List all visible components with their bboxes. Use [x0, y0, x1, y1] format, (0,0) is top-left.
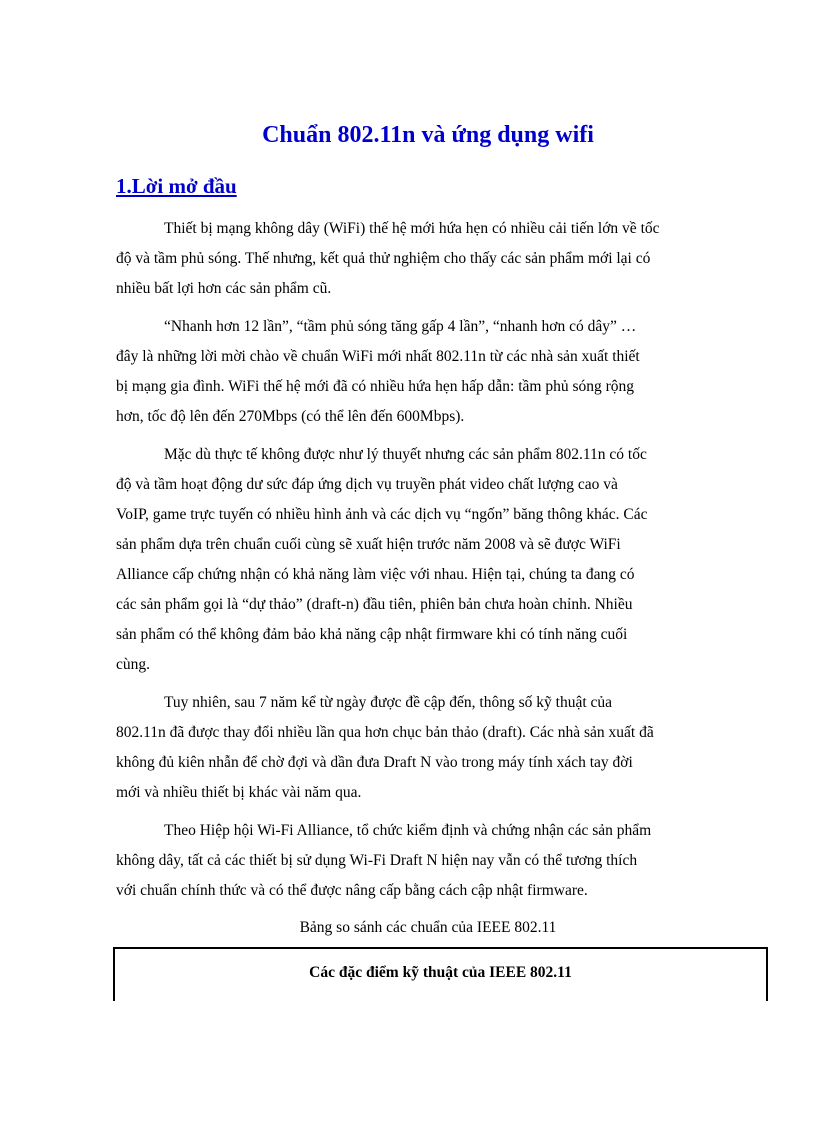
table-header: Các đặc điểm kỹ thuật của IEEE 802.11 [309, 964, 572, 981]
text-line: Alliance cấp chứng nhận có khả năng làm việc với nhau. Hiện tại, chúng ta đang có [116, 566, 635, 583]
text-line: độ và tầm hoạt động dư sức đáp ứng dịch vụ truyền phát video chất lượng cao và [116, 476, 618, 493]
text-line: hơn, tốc độ lên đến 270Mbps (có thể lên đến 600Mbps). [116, 408, 465, 425]
page-title: Chuẩn 802.11n và ứng dụng wifi [262, 122, 594, 148]
text-line: nhiều bất lợi hơn các sản phẩm cũ. [116, 280, 332, 297]
text-line: đây là những lời mời chào về chuẩn WiFi mới nhất 802.11n từ các nhà sản xuất thiết [116, 348, 640, 365]
text-line: các sản phẩm gọi là “dự thảo” (draft-n) đầu tiên, phiên bản chưa hoàn chỉnh. Nhiều [116, 596, 633, 613]
spec-table [113, 947, 768, 1001]
text-line: mới và nhiều thiết bị khác vài năm qua. [116, 784, 362, 801]
text-line: độ và tầm phủ sóng. Thế nhưng, kết quả thử nghiệm cho thấy các sản phẩm mới lại có [116, 250, 651, 267]
table-caption: Bảng so sánh các chuẩn của IEEE 802.11 [299, 919, 557, 936]
text-line: Thiết bị mạng không dây (WiFi) thế hệ mới hứa hẹn có nhiều cải tiến lớn về tốc [164, 220, 660, 237]
text-line: VoIP, game trực tuyến có nhiều hình ảnh và các dịch vụ “ngốn” băng thông khác. Các [116, 506, 648, 523]
text-line: không dây, tất cả các thiết bị sử dụng Wi-Fi Draft N hiện nay vẫn có thể tương thích [116, 852, 638, 869]
text-line: Theo Hiệp hội Wi-Fi Alliance, tổ chức kiểm định và chứng nhận các sản phẩm [164, 822, 652, 839]
text-line: “Nhanh hơn 12 lần”, “tầm phủ sóng tăng gấp 4 lần”, “nhanh hơn có dây” … [164, 318, 637, 335]
text-line: sản phẩm có thể không đảm bảo khả năng cập nhật firmware khi có tính năng cuối [116, 626, 628, 643]
text-line: với chuẩn chính thức và có thể được nâng cấp bằng cách cập nhật firmware. [116, 882, 588, 899]
text-line: sản phẩm dựa trên chuẩn cuối cùng sẽ xuất hiện trước năm 2008 và sẽ được WiFi [116, 536, 621, 553]
text-line: bị mạng gia đình. WiFi thế hệ mới đã có nhiều hứa hẹn hấp dẫn: tầm phủ sóng rộng [116, 378, 635, 395]
text-line: cùng. [116, 656, 151, 673]
text-line: không đủ kiên nhẫn để chờ đợi và dần đưa Draft N vào trong máy tính xách tay đời [116, 754, 633, 771]
text-line: 802.11n đã được thay đổi nhiều lần qua hơn chục bản thảo (draft). Các nhà sản xuất đã [116, 724, 654, 741]
section-heading: 1.Lời mở đầu [116, 174, 237, 198]
text-line: Tuy nhiên, sau 7 năm kể từ ngày được đề cập đến, thông số kỹ thuật của [164, 694, 613, 711]
text-line: Mặc dù thực tế không được như lý thuyết nhưng các sản phẩm 802.11n có tốc [164, 446, 647, 463]
